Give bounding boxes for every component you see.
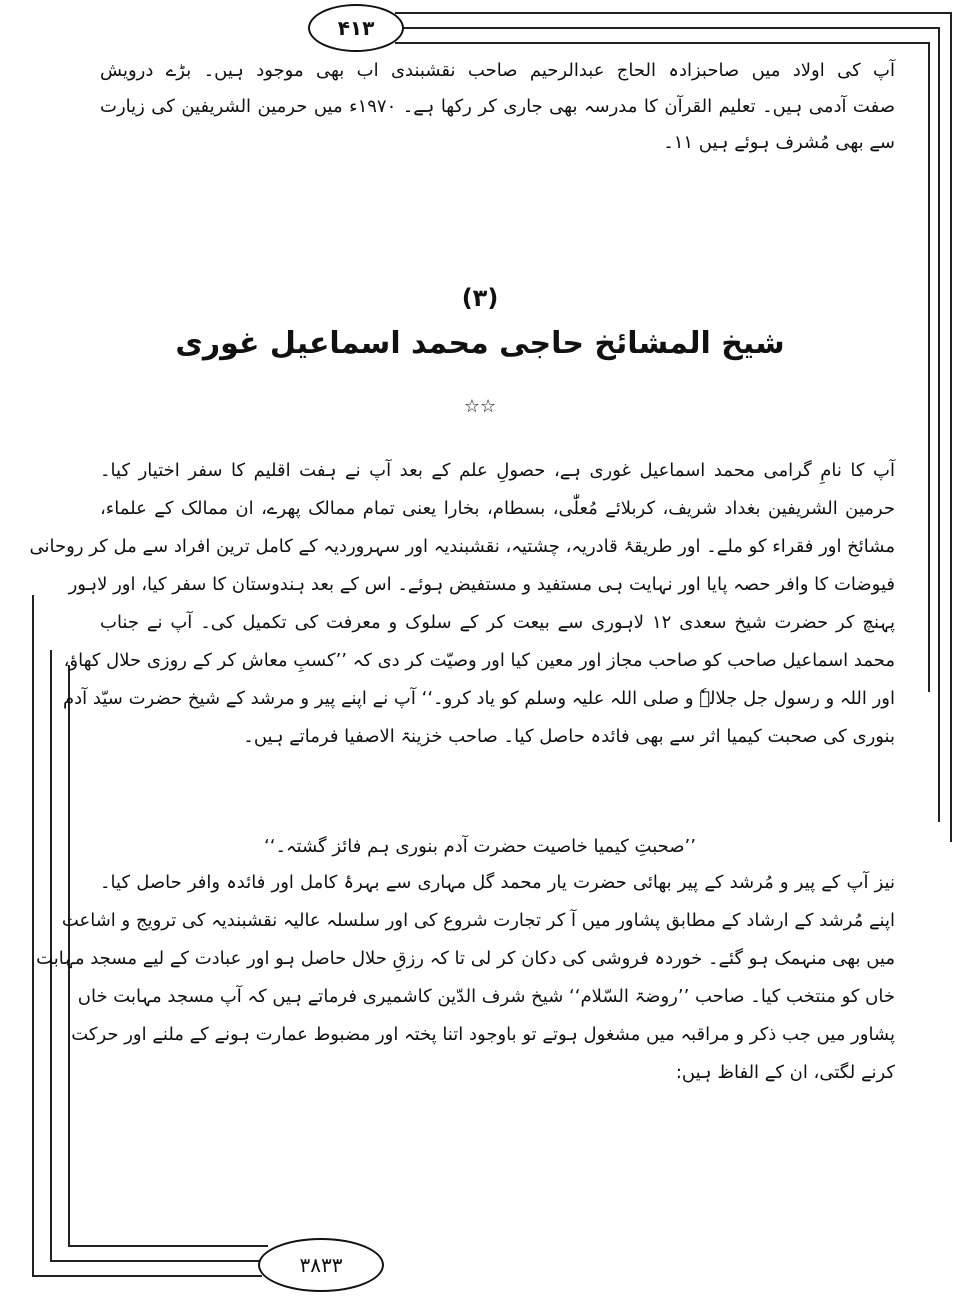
- frame-line: [938, 27, 940, 822]
- body-line: اپنے مُرشد کے ارشاد کے مطابق پشاور میں آ کر تجارت شروع کی اور سلسلہ عالیہ نقشبندیہ کی ترویج و اشاعت: [61, 910, 895, 931]
- frame-line: [395, 42, 928, 44]
- intro-line: سے بھی مُشرف ہوئے ہیں ۱۱۔: [663, 132, 895, 153]
- page-number-top: ۴۱۳: [337, 16, 375, 40]
- body-line: پشاور میں جب ذکر و مراقبہ میں مشغول ہوتے تو باوجود اتنا پختہ اور مضبوط عمارت ہونے کے ملنے اور حرکت: [71, 1024, 895, 1045]
- body-line: مشائخ اور فقراء کو ملے۔ اور طریقۂ قادریہ، چشتیہ، نقشبندیہ اور سہروردیہ کے کامل ترین افراد سے مل کر روحانی: [29, 536, 895, 557]
- frame-line: [950, 12, 952, 842]
- body-line: میں بھی منہمک ہو گئے۔ خوردہ فروشی کی دکان کر لی تا کہ رزقِ حلال حاصل ہو اور عبادت کے لیے مسجد مہابت: [36, 948, 895, 969]
- persian-quote: ’’صحبتِ کیمیا خاصیت حضرت آدم بنوری ہم فائز گشتہ۔‘‘: [264, 836, 696, 857]
- frame-line: [32, 1275, 262, 1277]
- body-line: پہنچ کر حضرت شیخ سعدی ۱۲ لاہوری سے بیعت کر کے سلوک و معرفت کی تکمیل کی۔ آپ نے جناب: [100, 612, 895, 633]
- body-line: فیوضات کا وافر حصہ پایا اور نہایت ہی مستفید و مستفیض ہوئے۔ اس کے بعد ہندوستان کا سفر کیا، اور لاہور: [68, 574, 895, 595]
- frame-line: [50, 1260, 260, 1262]
- page-number-oval-top: [308, 4, 404, 52]
- frame-line: [928, 42, 930, 692]
- intro-line: صفت آدمی ہیں۔ تعلیم القرآن کا مدرسہ بھی جاری کر رکھا ہے۔ ۱۹۷۰ء میں حرمین الشریفین کی زیارت: [100, 96, 895, 117]
- body-line: نیز آپ کے پیر و مُرشد کے پیر بھائی حضرت یار محمد گل مہاری سے بہرۂ کامل اور فائدہ وافر حاصل کیا۔: [100, 872, 895, 893]
- page-number-bottom: ۳۸۳۳: [299, 1253, 343, 1277]
- body-line: حرمین الشریفین بغداد شریف، کربلائے مُعلّٰی، بسطام، بخارا یعنی تمام ممالک پھرے، ان ممالک کے علماء،: [100, 498, 895, 519]
- frame-line: [398, 27, 938, 29]
- body-line: محمد اسماعیل صاحب کو صاحب مجاز اور معین کیا اور وصیّت کر دی کہ ’’کسبِ معاش کر کے روزی حلال کھاؤ،: [63, 650, 895, 671]
- intro-line: آپ کی اولاد میں صاحبزادہ الحاج عبدالرحیم صاحب نقشبندی اب بھی موجود ہیں۔ بڑے درویش: [100, 60, 895, 81]
- star-ornament: ☆☆: [463, 396, 497, 417]
- frame-line: [68, 1245, 268, 1247]
- frame-line: [32, 595, 34, 1275]
- page-number-oval-bottom: [258, 1238, 384, 1292]
- body-line: کرنے لگتی، ان کے الفاظ ہیں:: [675, 1062, 895, 1083]
- section-title: شیخ المشائخ حاجی محمد اسماعیل غوری: [175, 326, 785, 361]
- body-line: آپ کا نامِ گرامی محمد اسماعیل غوری ہے، حصولِ علم کے بعد آپ نے ہفت اقلیم کا سفر اختیار کیا۔: [100, 460, 895, 481]
- body-line: بنوری کی صحبت کیمیا اثر سے بھی فائدہ حاصل کیا۔ صاحب خزینۃ الاصفیا فرماتے ہیں۔: [243, 726, 895, 747]
- frame-line: [395, 12, 950, 14]
- body-line: اور اللہ و رسول جل جلالہٗ و صلی اللہ علیہ وسلم کو یاد کرو۔‘‘ آپ نے اپنے پیر و مرشد کے شیخ حضرت سیّد آدم: [63, 688, 895, 709]
- section-number: (۳): [461, 284, 499, 312]
- body-line: خاں کو منتخب کیا۔ صاحب ’’روضۃ السّلام‘‘ شیخ شرف الدّین کاشمیری فرماتے ہیں کہ آپ مسجد مہابت خاں: [77, 986, 895, 1007]
